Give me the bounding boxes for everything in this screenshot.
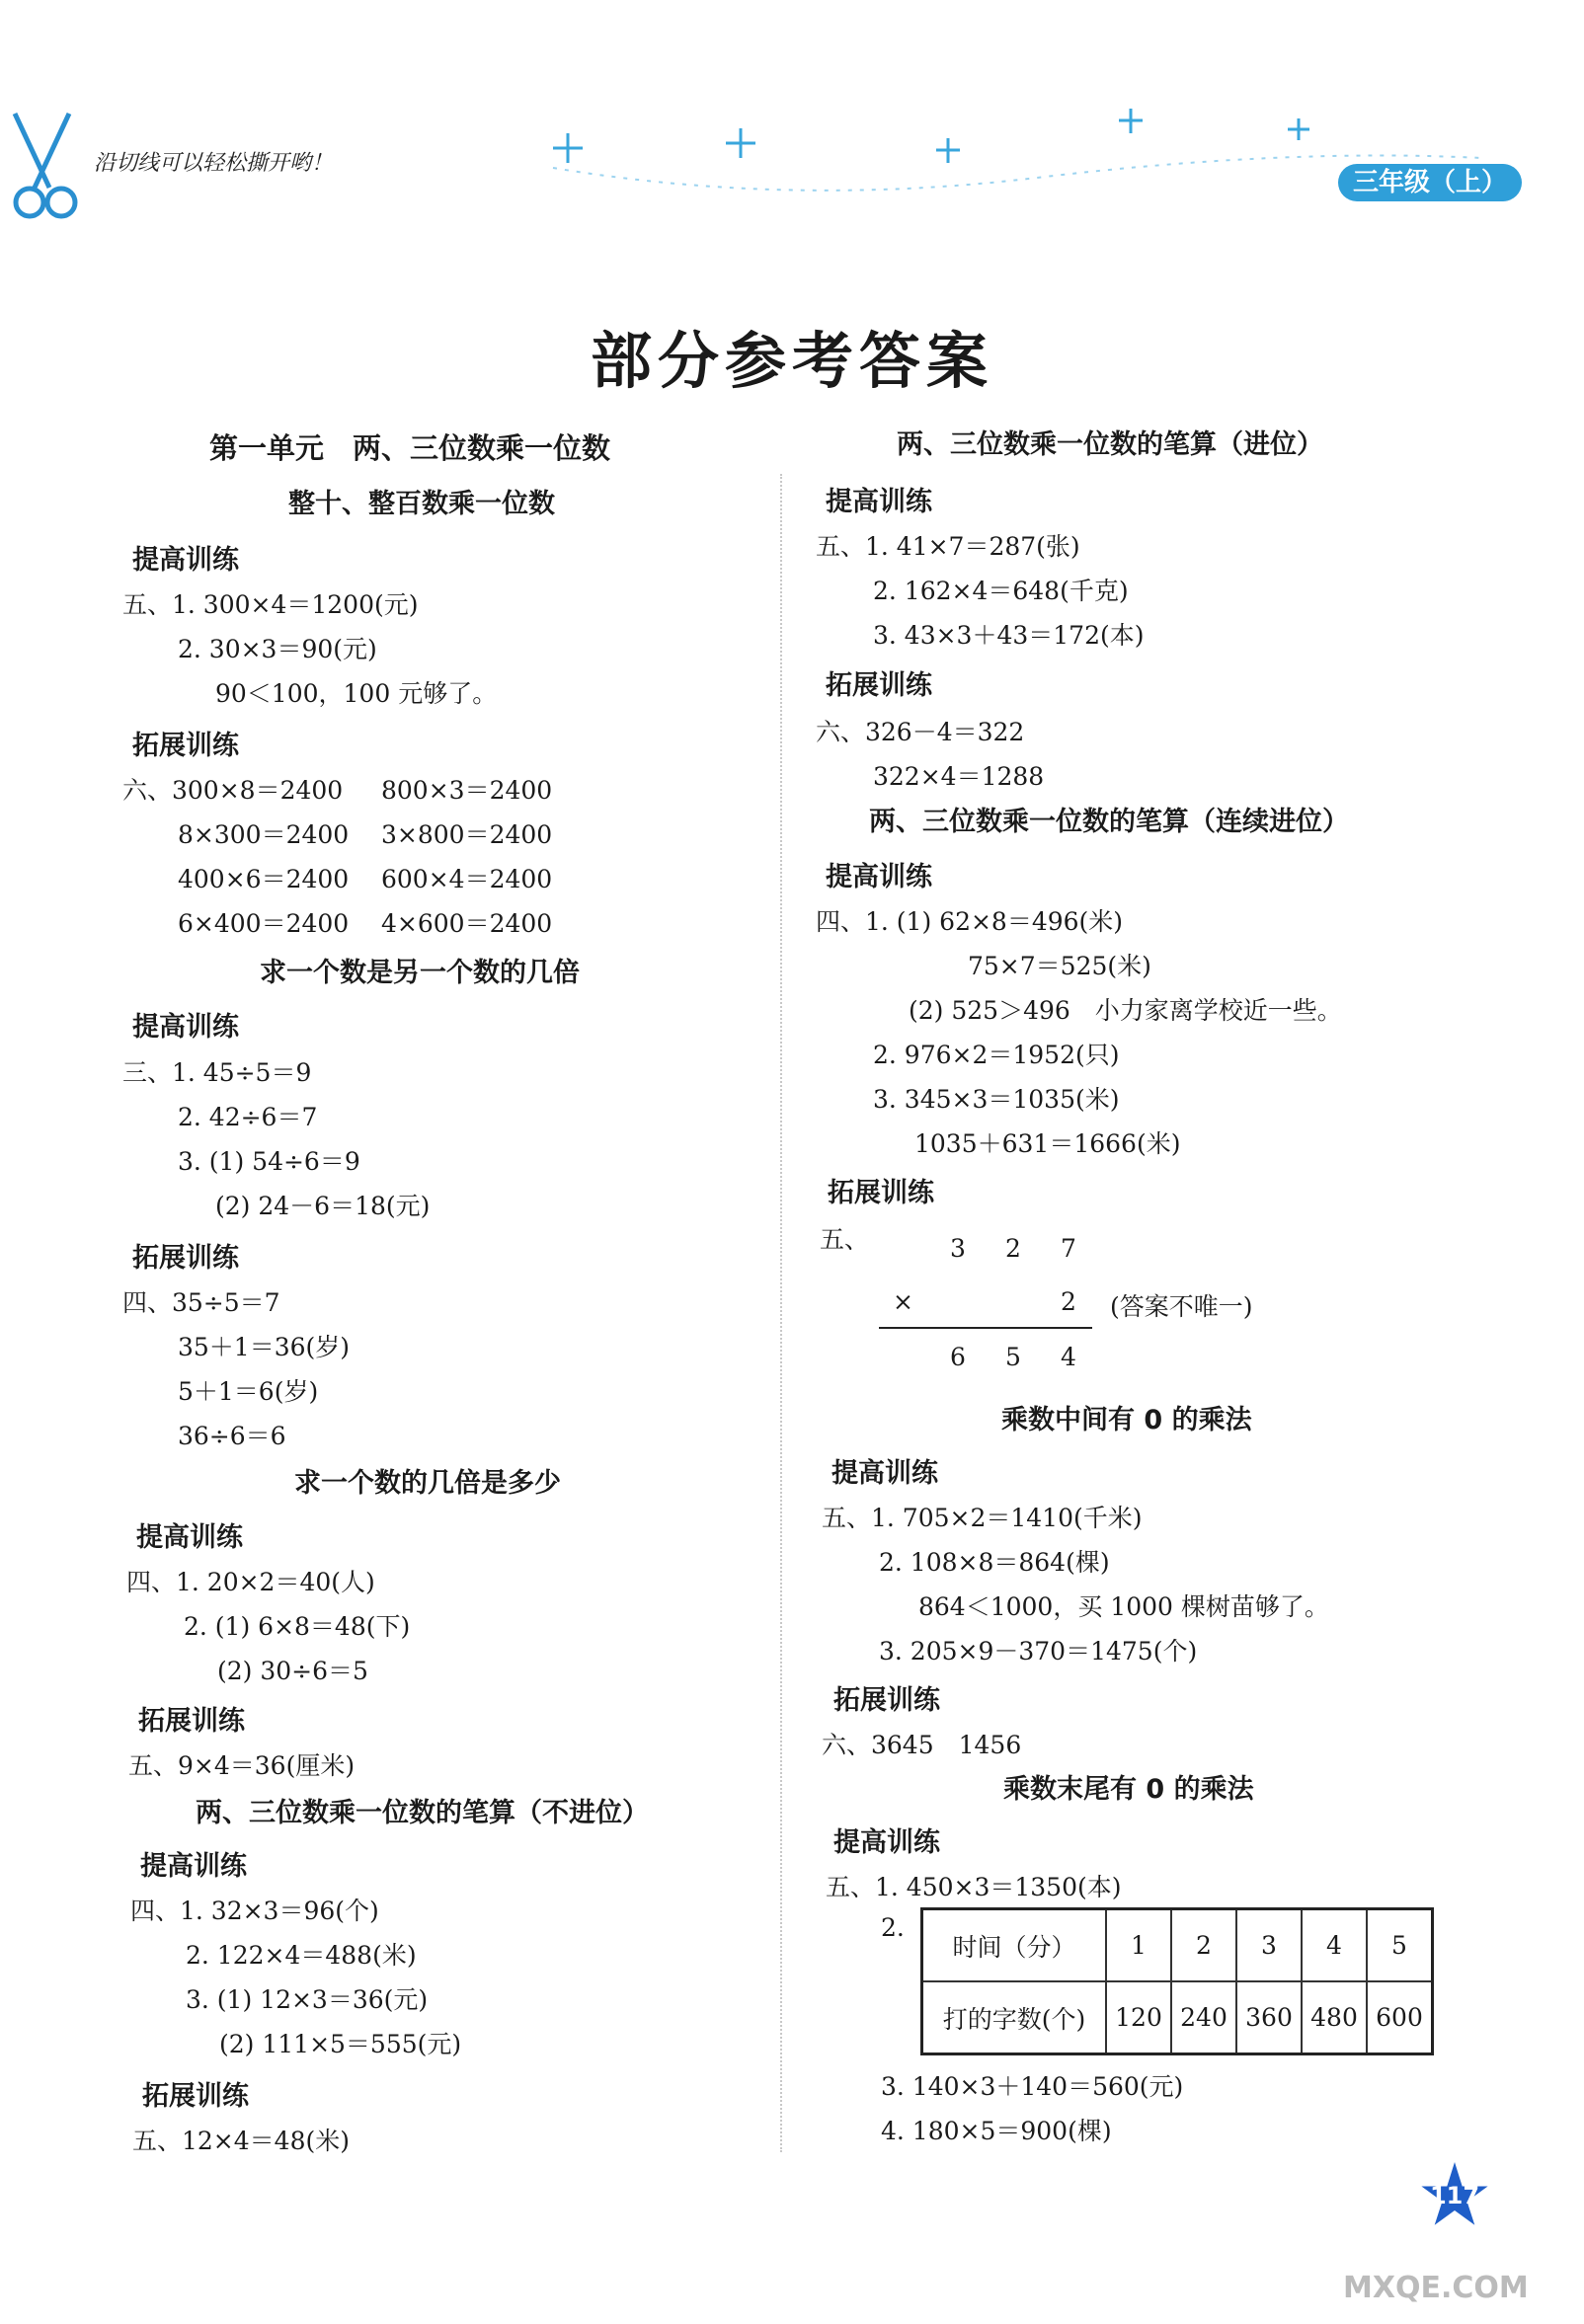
answer-line: 3×800＝2400 — [381, 820, 553, 849]
table-cell: 1 — [1106, 1909, 1171, 1982]
answer-line: (2) 111×5＝555(元) — [219, 2030, 462, 2058]
answer-line: 600×4＝2400 — [381, 865, 553, 893]
answer-line: 4. 180×5＝900(棵) — [881, 2117, 1112, 2145]
table-cell: 600 — [1367, 1981, 1433, 2054]
answer-line: 322×4＝1288 — [873, 762, 1045, 791]
answer-line: 五、12×4＝48(米) — [132, 2127, 350, 2155]
table-cell: 3 — [1236, 1909, 1302, 1982]
answer-line: 五、 — [820, 1225, 870, 1254]
answer-line: 五、1. 450×3＝1350(本) — [826, 1873, 1122, 1901]
answer-line: 1035＋631＝1666(米) — [914, 1129, 1181, 1158]
section-heading: 求一个数的几倍是多少 — [294, 1468, 561, 1499]
watermark: MXQE.COM — [1343, 2271, 1529, 2305]
subsection-label: 拓展训练 — [828, 1178, 934, 1208]
snowflake-icon — [553, 109, 1309, 163]
cut-hint: 沿切线可以轻松撕开哟！ — [94, 151, 334, 176]
section-heading: 乘数末尾有 0 的乘法 — [1003, 1774, 1254, 1805]
answer-line: 五、1. 41×7＝287(张) — [816, 532, 1080, 561]
table-row — [922, 1909, 1433, 1982]
answer-line: 六、300×8＝2400 — [122, 776, 344, 805]
subsection-label: 拓展训练 — [138, 1706, 245, 1737]
answer-line: 2. 976×2＝1952(只) — [873, 1041, 1120, 1069]
answer-line: 4×600＝2400 — [381, 909, 553, 938]
digit: 4 — [1061, 1343, 1076, 1371]
answer-line: 六、3645 1456 — [822, 1731, 1022, 1759]
answer-line: 五、1. 300×4＝1200(元) — [122, 590, 419, 619]
answer-line: 35＋1＝36(岁) — [178, 1333, 351, 1361]
answer-line: 2. (1) 6×8＝48(下) — [184, 1612, 411, 1641]
table-cell: 480 — [1302, 1981, 1367, 2054]
answer-line: 四、1. (1) 62×8＝496(米) — [816, 907, 1124, 936]
answer-line: 2. 108×8＝864(棵) — [879, 1548, 1110, 1577]
subsection-label: 提高训练 — [136, 1522, 243, 1553]
answer-line: (2) 30÷6＝5 — [217, 1657, 368, 1685]
subsection-label: 提高训练 — [832, 1458, 938, 1489]
section-heading: 两、三位数乘一位数的笔算（连续进位） — [869, 807, 1349, 837]
answer-line: 8×300＝2400 — [178, 820, 350, 849]
scissors-icon — [15, 114, 75, 216]
answer-line: 75×7＝525(米) — [968, 952, 1151, 980]
digit: 7 — [1061, 1234, 1076, 1263]
answer-line: (2) 24－6＝18(元) — [215, 1192, 431, 1220]
answer-line: 3. 345×3＝1035(米) — [873, 1085, 1120, 1114]
subsection-label: 拓展训练 — [142, 2081, 249, 2112]
page-number: 117 — [1429, 2182, 1480, 2209]
answer-line: 36÷6＝6 — [178, 1422, 286, 1450]
subsection-label: 拓展训练 — [132, 1243, 239, 1274]
answer-line: 864＜1000，买 1000 棵树苗够了。 — [918, 1592, 1329, 1621]
table-cell: 2 — [1171, 1909, 1236, 1982]
subsection-label: 拓展训练 — [826, 670, 932, 701]
page-title: 部分参考答案 — [590, 325, 993, 397]
sum-line — [879, 1327, 1092, 1329]
subsection-label: 提高训练 — [140, 1851, 247, 1882]
answer-note: (答案不唯一) — [1110, 1292, 1253, 1321]
digit: 3 — [950, 1234, 966, 1263]
digit: 6 — [950, 1343, 966, 1371]
answer-line: 2. 30×3＝90(元) — [178, 635, 377, 663]
answer-line: 400×6＝2400 — [178, 865, 350, 893]
answer-line: (2) 525＞496 小力家离学校近一些。 — [909, 996, 1342, 1025]
answer-line: 3. (1) 12×3＝36(元) — [186, 1985, 429, 2014]
answer-line: 90＜100，100 元够了。 — [215, 679, 498, 708]
table-cell: 4 — [1302, 1909, 1367, 1982]
table-cell: 120 — [1106, 1981, 1171, 2054]
answer-line: 四、1. 32×3＝96(个) — [130, 1897, 379, 1925]
subsection-label: 提高训练 — [132, 545, 239, 576]
answer-line: 3. 43×3＋43＝172(本) — [873, 621, 1145, 650]
answer-line: 2. 42÷6＝7 — [178, 1103, 318, 1131]
typing-table — [920, 1907, 1434, 2055]
answer-line: 2. — [881, 1913, 905, 1942]
table-row-label: 时间（分） — [922, 1909, 1107, 1982]
answer-line: 6×400＝2400 — [178, 909, 350, 938]
digit: 2 — [1005, 1234, 1021, 1263]
answer-line: 四、1. 20×2＝40(人) — [126, 1568, 375, 1596]
subsection-label: 拓展训练 — [132, 731, 239, 761]
section-heading: 整十、整百数乘一位数 — [288, 489, 555, 519]
subsection-label: 拓展训练 — [833, 1685, 940, 1716]
answer-line: 三、1. 45÷5＝9 — [122, 1058, 312, 1087]
answer-line: 800×3＝2400 — [381, 776, 553, 805]
digit: 5 — [1005, 1343, 1021, 1371]
answer-line: 2. 122×4＝488(米) — [186, 1941, 417, 1970]
answer-line: 四、35÷5＝7 — [122, 1288, 280, 1317]
section-heading: 两、三位数乘一位数的笔算（不进位） — [196, 1798, 649, 1828]
unit-heading: 第一单元 两、三位数乘一位数 — [209, 431, 611, 465]
subsection-label: 提高训练 — [826, 487, 932, 517]
table-cell: 360 — [1236, 1981, 1302, 2054]
answer-line: 3. 205×9－370＝1475(个) — [879, 1637, 1198, 1666]
grade-badge: 三年级（上） — [1338, 164, 1522, 201]
subsection-label: 提高训练 — [826, 862, 932, 892]
subsection-label: 提高训练 — [132, 1012, 239, 1043]
section-heading: 乘数中间有 0 的乘法 — [1001, 1405, 1252, 1435]
answer-line: 五、1. 705×2＝1410(千米) — [822, 1504, 1143, 1532]
answer-line: 5＋1＝6(岁) — [178, 1377, 319, 1406]
table-row-label: 打的字数(个) — [922, 1981, 1107, 2054]
subsection-label: 提高训练 — [833, 1827, 940, 1858]
digit: 2 — [1061, 1287, 1076, 1316]
times-sign: × — [893, 1287, 913, 1316]
table-cell: 240 — [1171, 1981, 1236, 2054]
answer-line: 2. 162×4＝648(千克) — [873, 577, 1129, 605]
answer-line: 3. 140×3＋140＝560(元) — [881, 2072, 1184, 2101]
answer-line: 五、9×4＝36(厘米) — [128, 1751, 356, 1780]
answer-line: 3. (1) 54÷6＝9 — [178, 1147, 360, 1176]
column-divider — [780, 474, 782, 2152]
section-heading: 两、三位数乘一位数的笔算（进位） — [897, 429, 1323, 460]
table-row — [922, 1981, 1433, 2054]
answer-line: 六、326－4＝322 — [816, 718, 1025, 746]
table-cell: 5 — [1367, 1909, 1433, 1982]
section-heading: 求一个数是另一个数的几倍 — [260, 958, 580, 988]
